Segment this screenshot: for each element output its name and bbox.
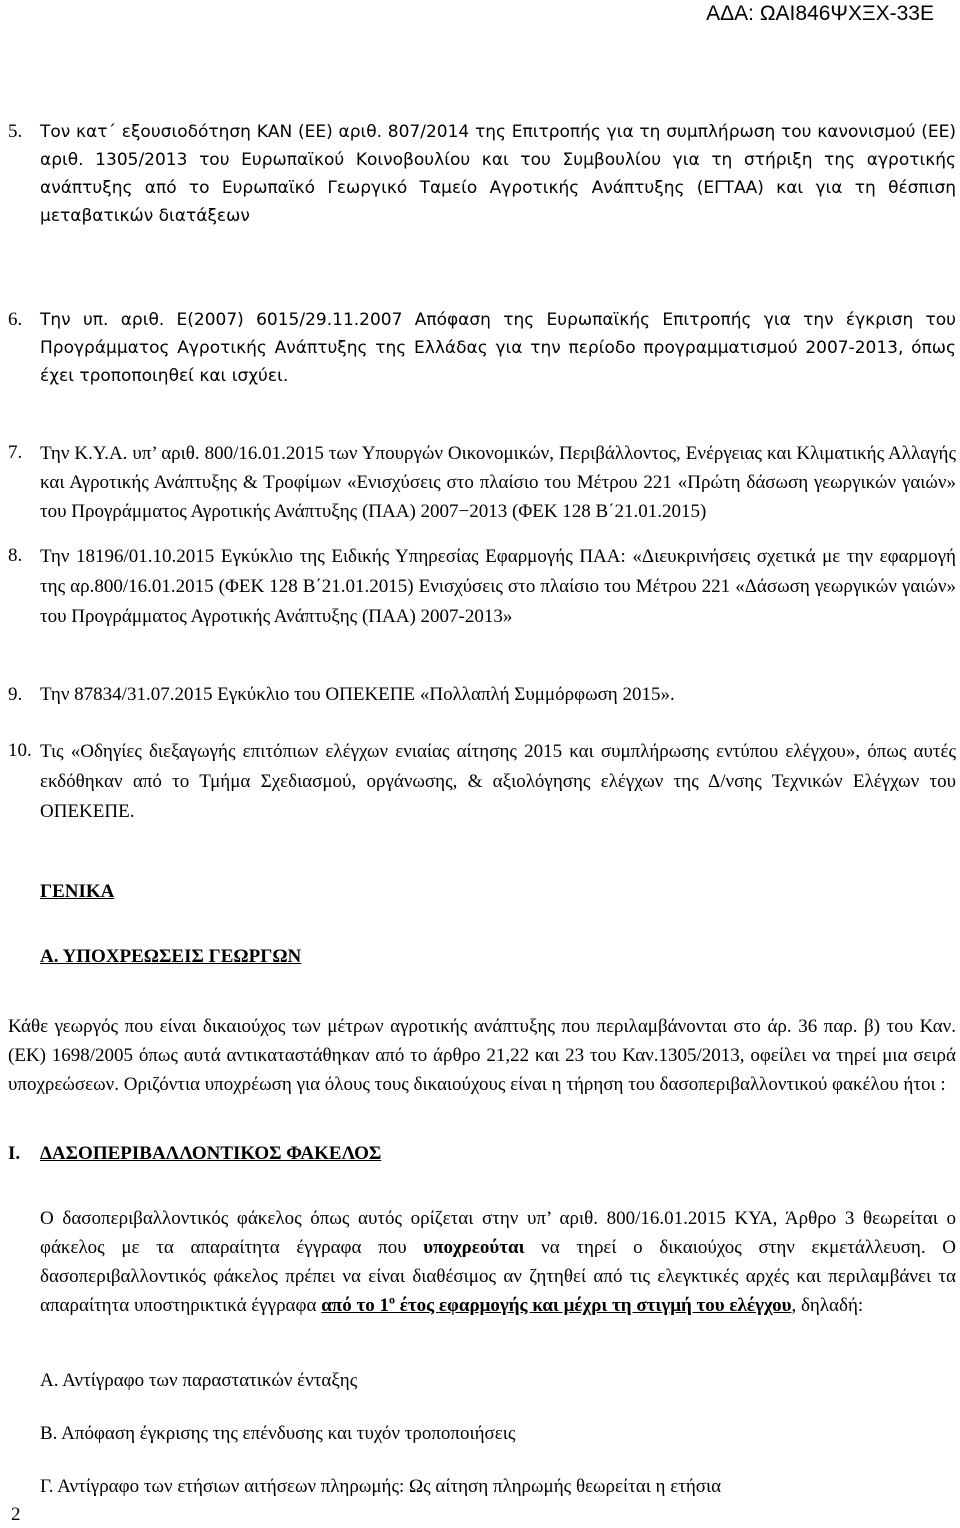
list-item bbox=[0, 439, 960, 526]
text-run: από το 1 bbox=[321, 1295, 389, 1316]
list-item bbox=[0, 737, 960, 827]
bold-underlined-text bbox=[321, 1292, 792, 1316]
sub-item: Β. Απόφαση έγκρισης της επένδυσης και τυχόν τροποποιήσεις bbox=[40, 1423, 516, 1444]
section-heading-general: ΓΕΝΙΚΑ bbox=[40, 881, 115, 902]
section-title: ΔΑΣΟΠΕΡΙΒΑΛΛΟΝΤΙΚΟΣ ΦΑΚΕΛΟΣ bbox=[40, 1143, 382, 1164]
superscript: ο bbox=[388, 1292, 395, 1307]
ada-code: ΑΔΑ: ΩΑΙ846ΨΧΞΧ-33Ε bbox=[706, 2, 934, 25]
item-text: Την υπ. αριθ. Ε(2007) 6015/29.11.2007 Απόφαση της Ευρωπαϊκής Επιτροπής για την έγκριση του Προγράμματος Αγροτικής Ανάπτυξης της Ελλάδας για την περίοδο προγραμματισμού 2007-2013, όπως έχει τροποποιηθεί και ισχύει. bbox=[40, 310, 956, 386]
item-text: Την Κ.Υ.Α. υπ’ αριθ. 800/16.01.2015 των Υπουργών Οικονομικών, Περιβάλλοντος, Ενέργειας και Κλιματικής Αλλαγής και Αγροτικής Ανάπτυξης & Τροφίμων «Ενισχύσεις στο πλαίσιο του Μέτρου 221 «Πρώτη δάσωση γεωργικών γαιών» του Προγράμματος Αγροτικής Ανάπτυξης (ΠΑΑ) 2007−2013 (ΦΕΚ 128 Β΄21.01.2015) bbox=[40, 443, 956, 522]
item-text: Τον κατ΄ εξουσιοδότηση ΚΑΝ (ΕΕ) αριθ. 807/2014 της Επιτροπής για τη συμπλήρωση του κανονισμού (ΕΕ) αριθ. 1305/2013 του Ευρωπαϊκού Κοινοβουλίου και του Συμβουλίου για τη στήριξη της αγροτικής ανάπτυξης από το Ευρωπαϊκό Γεωργικό Ταμείο Αγροτικής Ανάπτυξης (ΕΓΤΑΑ) και για τη θέσπιση μεταβατικών διατάξεων bbox=[40, 122, 956, 226]
folder-text bbox=[40, 1204, 956, 1320]
page-number: 2 bbox=[11, 1504, 21, 1525]
sub-item: Γ. Αντίγραφο των ετήσιων αιτήσεων πληρωμής: Ως αίτηση πληρωμής θεωρείται η ετήσια bbox=[40, 1476, 722, 1497]
sub-item: Α. Αντίγραφο των παραστατικών ένταξης bbox=[40, 1370, 358, 1391]
item-number: 5. bbox=[8, 121, 23, 142]
item-number: 7. bbox=[8, 442, 23, 463]
text-run: να τηρεί ο δικαιούχος στην εκμετάλλευση. Ο δασοπεριβαλλοντικός φάκελος πρέπει να είναι διαθέσιμος αν ζητηθεί από τις ελεγκτικές αρχές και περιλαμβάνει τα απαραίτητα υποστηρικτικά έγγραφα bbox=[40, 1237, 956, 1316]
text-run: έτος εφαρμογής και μέχρι τη στιγμή του ελέγχου bbox=[394, 1295, 792, 1316]
item-number: 6. bbox=[8, 309, 23, 330]
text-run: , δηλαδή: bbox=[791, 1295, 864, 1316]
bold-text: υποχρεούται bbox=[423, 1237, 525, 1258]
section-heading-a: Α. ΥΠΟΧΡΕΩΣΕΙΣ ΓΕΩΡΓΩΝ bbox=[40, 946, 302, 967]
item-number: 10. bbox=[8, 740, 32, 761]
text-run: Ο δασοπεριβαλλοντικός φάκελος όπως αυτός ορίζεται στην υπ’ αριθ. 800/16.01.2015 ΚΥΑ, Άρθρο 3 θεωρείται ο φάκελος με τα απαραίτητα έγγραφα που bbox=[40, 1208, 956, 1258]
list-item bbox=[0, 118, 960, 230]
item-text: Την 87834/31.07.2015 Εγκύκλιο του ΟΠΕΚΕΠΕ «Πολλαπλή Συμμόρφωση 2015». bbox=[40, 684, 675, 705]
item-number: 9. bbox=[8, 684, 23, 705]
item-number: 8. bbox=[8, 545, 23, 566]
item-text: Την 18196/01.10.2015 Εγκύκλιο της Ειδικής Υπηρεσίας Εφαρμογής ΠΑΑ: «Διευκρινήσεις σχετικά με την εφαρμογή της αρ.800/16.01.2015 (ΦΕΚ 128 Β΄21.01.2015) Ενισχύσεις στο πλαίσιο του Μέτρου 221 «Δάσωση γεωργικών γαιών» του Προγράμματος Αγροτικής Ανάπτυξης (ΠΑΑ) 2007-2013» bbox=[40, 546, 956, 627]
list-item bbox=[0, 542, 960, 632]
intro-paragraph: Κάθε γεωργός που είναι δικαιούχος των μέτρων αγροτικής ανάπτυξης που περιλαμβάνονται στο άρ. 36 παρ. β) του Καν. (ΕΚ) 1698/2005 όπως αυτά αντικαταστάθηκαν από το άρθρο 21,22 και 23 του Καν.1305/2013, οφείλει να τηρεί μια σειρά υποχρεώσεων. Οριζόντια υποχρέωση για όλους τους δικαιούχους είναι η τήρηση του δασοπεριβαλλοντικού φακέλου ήτοι : bbox=[8, 1016, 956, 1095]
folder-paragraph bbox=[0, 1204, 960, 1320]
list-item bbox=[0, 681, 960, 709]
list-item bbox=[0, 306, 960, 390]
section-number: I. bbox=[8, 1143, 21, 1164]
item-text: Τις «Οδηγίες διεξαγωγής επιτόπιων ελέγχων ενιαίας αίτησης 2015 και συμπλήρωσης εντύπου ελέγχου», όπως αυτές εκδόθηκαν από το Τμήμα Σχεδιασμού, οργάνωσης, & αξιολόγησης ελέγχων της Δ/νσης Τεχνικών Ελέγχων του ΟΠΕΚΕΠΕ. bbox=[40, 741, 956, 822]
